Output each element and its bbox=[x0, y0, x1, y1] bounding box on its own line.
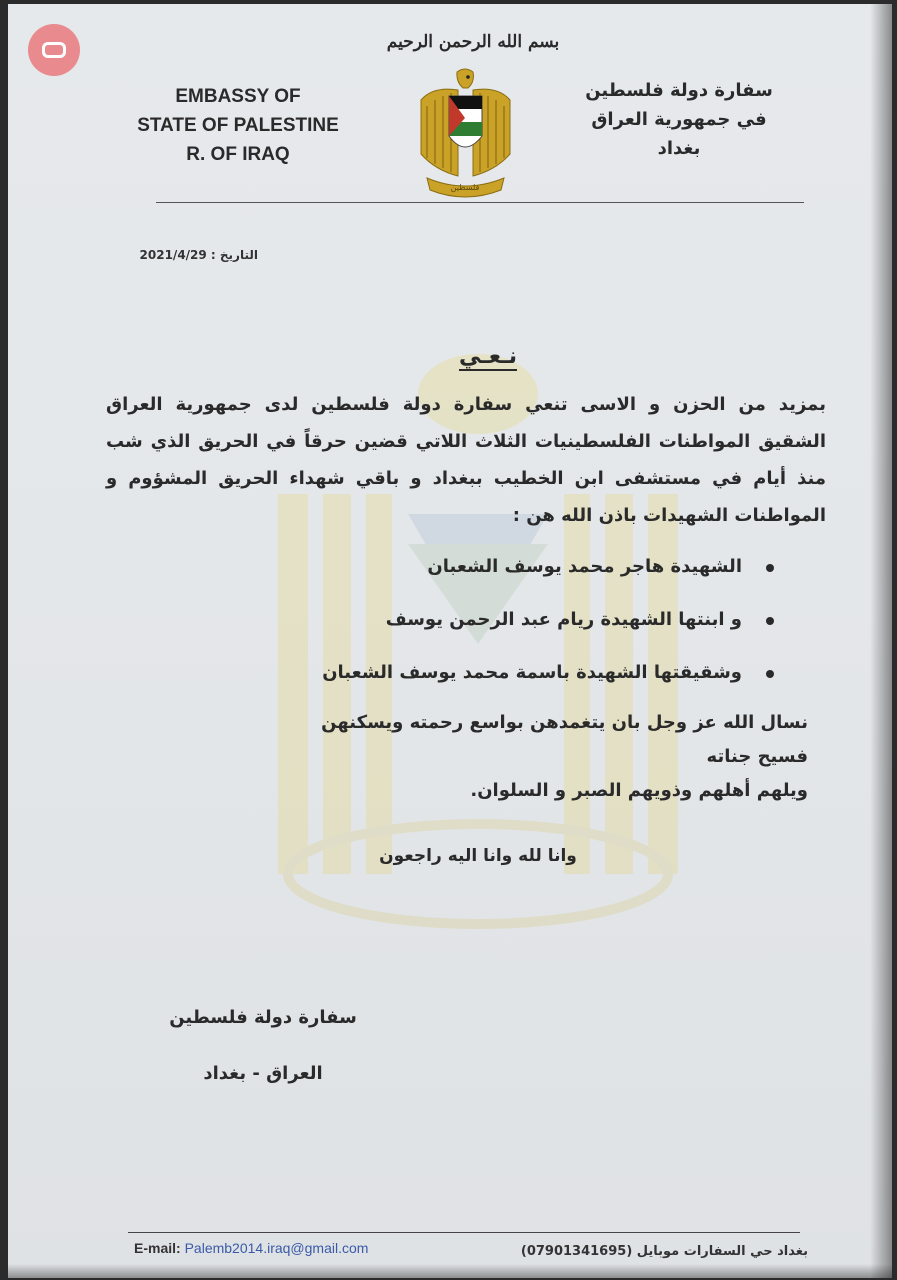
embassy-name-arabic bbox=[568, 76, 790, 163]
martyr-name: و ابنتها الشهيدة ريام عبد الرحمن يوسف bbox=[385, 609, 742, 630]
record-button[interactable] bbox=[28, 24, 80, 76]
embassy-ar-line-2: في جمهورية العراق bbox=[591, 109, 767, 130]
document-title: نـعـي bbox=[459, 344, 517, 369]
record-icon bbox=[42, 42, 66, 58]
signature-block bbox=[168, 990, 358, 1102]
header-divider bbox=[156, 202, 804, 203]
embassy-en-line-3: R. OF IRAQ bbox=[186, 144, 290, 165]
bullet-icon bbox=[766, 564, 774, 572]
embassy-ar-line-1: سفارة دولة فلسطين bbox=[585, 80, 773, 101]
page-edge-shadow bbox=[870, 4, 892, 1278]
bullet-icon bbox=[766, 617, 774, 625]
quran-verse: وانا لله وانا اليه راجعون bbox=[379, 846, 577, 866]
martyrs-list bbox=[258, 549, 778, 708]
prayer-line-1: نسال الله عز وجل بان يتغمدهن بواسع رحمته ويسكنهن فسيح جناته bbox=[321, 712, 808, 767]
basmala: بسم الله الرحمن الرحيم bbox=[386, 32, 560, 52]
prayer-text bbox=[268, 706, 808, 808]
bullet-icon bbox=[766, 670, 774, 678]
list-item bbox=[258, 602, 778, 655]
embassy-en-line-1: EMBASSY OF bbox=[175, 86, 301, 107]
email-link[interactable]: Palemb2014.iraq@gmail.com bbox=[184, 1240, 369, 1256]
martyr-name: وشقيقتها الشهيدة باسمة محمد يوسف الشعبان bbox=[322, 662, 742, 683]
embassy-name-english bbox=[108, 82, 368, 169]
palestine-eagle-emblem-icon bbox=[413, 66, 518, 201]
prayer-line-2: ويلهم أهلهم وذويهم الصبر و السلوان. bbox=[470, 780, 808, 801]
document-page bbox=[8, 4, 892, 1278]
embassy-ar-line-3: بغداد bbox=[657, 138, 701, 159]
footer-email bbox=[134, 1240, 454, 1256]
page-bottom-shadow bbox=[8, 1264, 892, 1278]
martyr-name: الشهيدة هاجر محمد يوسف الشعبان bbox=[427, 556, 742, 577]
signature-line-2: العراق - بغداد bbox=[203, 1063, 323, 1084]
footer-divider bbox=[128, 1232, 800, 1233]
footer-address: بغداد حي السفارات موبايل (07901341695) bbox=[520, 1244, 808, 1259]
document-date: التاريخ : 2021/4/29 bbox=[139, 248, 258, 262]
emblem-scroll-label: فلسطين bbox=[450, 183, 480, 192]
email-label: E-mail: bbox=[134, 1240, 181, 1256]
embassy-en-line-2: STATE OF PALESTINE bbox=[137, 115, 339, 136]
obituary-body: بمزيد من الحزن و الاسى تنعي سفارة دولة فلسطين لدى جمهورية العراق الشقيق المواطنات الفلسطينيات الثلاث اللاتي قضين حرقاً في الحريق الذي شب منذ أيام في مستشفى ابن الخطيب ببغداد و باقي شهداء الحريق المشؤوم و المواطنات الشهيدات باذن الله هن : bbox=[106, 394, 826, 526]
list-item bbox=[258, 655, 778, 708]
signature-line-1: سفارة دولة فلسطين bbox=[169, 1007, 357, 1028]
list-item bbox=[258, 549, 778, 602]
